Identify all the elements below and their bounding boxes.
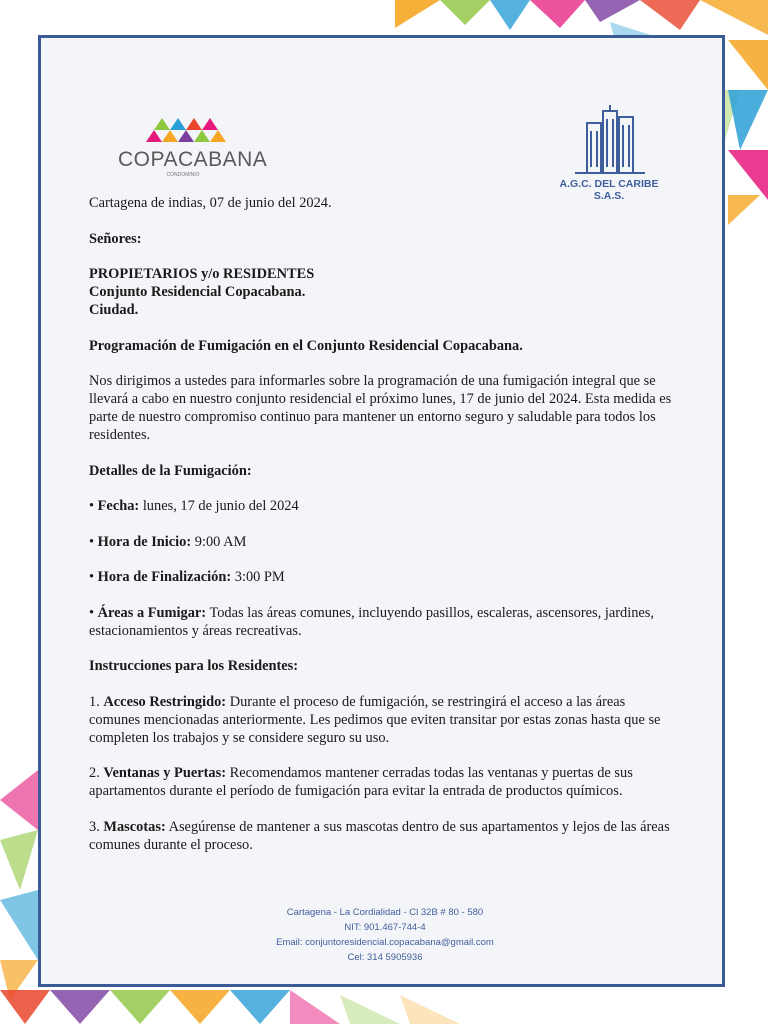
salutation: Señores: xyxy=(89,230,142,247)
agc-caribe-logo xyxy=(545,103,673,202)
instructions-heading: Instrucciones para los Residentes: xyxy=(89,658,299,674)
detail-item: • Fecha: lunes, 17 de junio del 2024 xyxy=(89,498,299,514)
instruction-text: Asegúrense de mantener a sus mascotas dentro de sus apartamentos y lejos de las áreas comunes durante el proceso. xyxy=(89,818,670,853)
footer-address: Cartagena - La Cordialidad - Cl 32B # 80 - 580 xyxy=(286,907,484,918)
detail-value: Todas las áreas comunes, incluyendo pasillos, escaleras, ascensores, jardines, estacionamientos y áreas recreativas. xyxy=(89,604,654,639)
detail-item: • Hora de Finalización: 3:00 PM xyxy=(89,569,285,585)
detail-label: Hora de Finalización: xyxy=(97,569,232,585)
detail-value: lunes, 17 de junio del 2024 xyxy=(142,498,299,514)
detail-label: Hora de Inicio: xyxy=(97,533,192,550)
recipient-line-3: Ciudad. xyxy=(89,302,139,318)
copacabana-logo-subtitle: CONDOMINIO xyxy=(166,172,200,178)
footer-email: Email: conjuntoresidencial.copacabana@gmail.com xyxy=(276,937,494,948)
instruction-item xyxy=(89,764,679,800)
buildings-icon xyxy=(545,103,673,175)
instruction-item xyxy=(89,818,679,854)
instruction-item xyxy=(89,693,679,747)
instruction-label: Ventanas y Puertas: xyxy=(103,765,226,781)
instruction-label: Acceso Restringido: xyxy=(103,693,227,710)
instruction-number: 3. xyxy=(89,818,100,835)
copacabana-logo xyxy=(118,112,268,182)
details-heading: Detalles de la Fumigación: xyxy=(89,462,252,479)
instruction-number: 1. xyxy=(89,693,100,710)
detail-item: • Áreas a Fumigar: Todas las áreas comunes, incluyendo pasillos, escaleras, ascensores, jardines, estacionamientos y áreas recreativas. xyxy=(89,604,654,639)
instruction-text: Recomendamos mantener cerradas todas las ventanas y puertas de sus apartamentos durante el período de fumigación para evitar la entrada de productos químicos. xyxy=(89,765,633,799)
copacabana-logo-icon xyxy=(118,112,248,148)
detail-value: 9:00 AM xyxy=(194,533,247,550)
recipient-line-2: Conjunto Residencial Copacabana. xyxy=(89,284,306,300)
detail-label: Áreas a Fumigar: xyxy=(97,604,207,621)
footer-nit: NIT: 901.467-744-4 xyxy=(344,922,426,933)
instruction-label: Mascotas: xyxy=(103,818,166,835)
subject: Programación de Fumigación en el Conjunto Residencial Copacabana. xyxy=(89,337,523,354)
place-date: Cartagena de indias, 07 de junio del 2024. xyxy=(89,195,332,211)
detail-item: • Hora de Inicio: 9:00 AM xyxy=(89,533,247,550)
letter-footer xyxy=(245,905,525,965)
detail-label: Fecha: xyxy=(97,498,140,514)
letter-body xyxy=(89,194,679,854)
instruction-number: 2. xyxy=(89,765,100,781)
footer-phone: Cel: 314 5905936 xyxy=(347,952,423,963)
agc-caribe-logo-name: A.G.C. DEL CARIBE S.A.S. xyxy=(559,178,659,202)
instruction-text: Durante el proceso de fumigación, se restringirá el acceso a las áreas comunes mencionadas anteriormente. Les pedimos que eviten transitar por estas zonas hasta que se completen los trabajos y se considere seguro su uso. xyxy=(89,693,661,746)
intro-paragraph: Nos dirigimos a ustedes para informarles sobre la programación de una fumigación integral que se llevará a cabo en nuestro conjunto residencial el próximo lunes, 17 de junio del 2024. Esta medida es parte de nuestro compromiso continuo para mantener un entorno seguro y saludable para todos los residentes. xyxy=(89,373,672,443)
detail-value: 3:00 PM xyxy=(234,569,285,585)
copacabana-logo-name: COPACABANA xyxy=(118,148,268,171)
recipient-line-1: PROPIETARIOS y/o RESIDENTES xyxy=(89,266,315,282)
